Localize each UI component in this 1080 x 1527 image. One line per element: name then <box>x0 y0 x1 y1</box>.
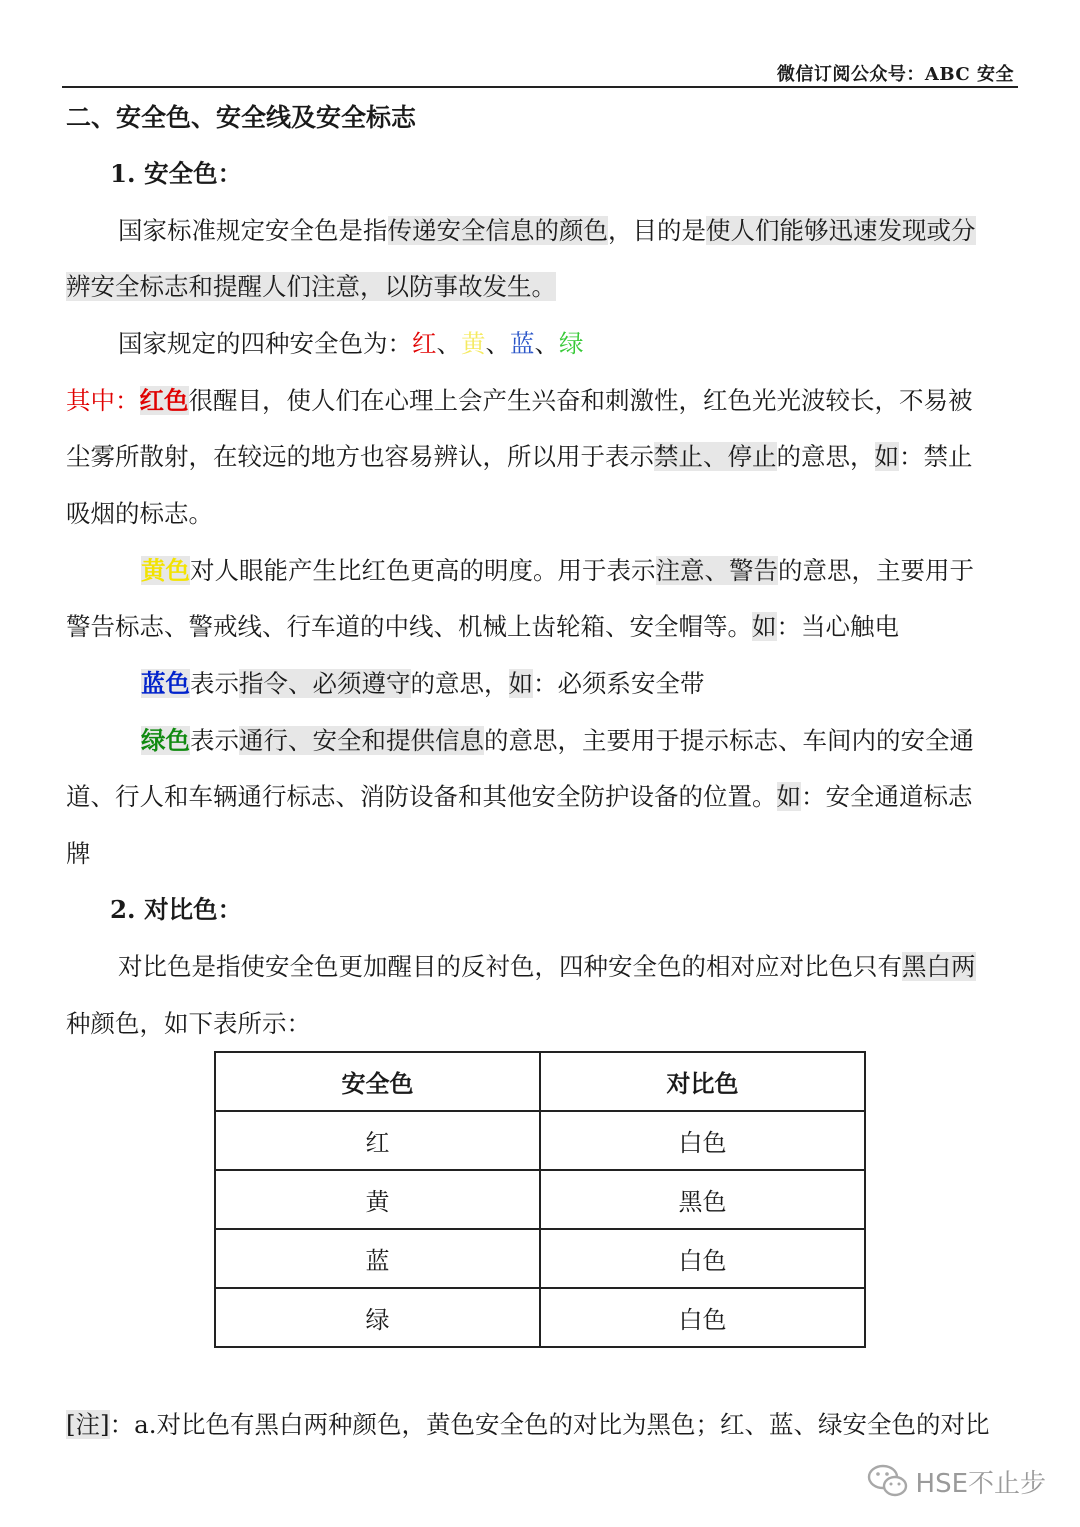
header-rule <box>62 86 1018 88</box>
highlight-text: 如 <box>776 782 801 811</box>
yellow-paragraph-line2 <box>66 610 1016 644</box>
highlight-text: 禁止、停止 <box>654 442 777 471</box>
highlight-text: 传递安全信息的颜色 <box>387 216 608 245</box>
text: 表示 <box>190 669 239 698</box>
column-header-contrast-color: 对比色 <box>540 1052 865 1111</box>
paragraph-definition-line2 <box>66 270 1016 304</box>
lead-text: 其中： <box>66 386 140 415</box>
term-green: 绿色 <box>141 726 190 755</box>
text: 的意思，主要用于提示标志、车间内的安全通 <box>484 726 974 755</box>
watermark-text: HSE不止步 <box>915 1468 1046 1499</box>
table-cell: 黑色 <box>540 1170 865 1229</box>
text: ，目的是 <box>608 216 706 245</box>
subsection-title-safety-color: 1. 安全色： <box>110 159 243 188</box>
green-paragraph-line1 <box>141 724 1080 758</box>
text: 警告标志、警戒线、行车道的中线、机械上齿轮箱、安全帽等。 <box>66 612 752 641</box>
text: 的意思， <box>776 442 875 471</box>
highlight-text: 如 <box>508 669 533 698</box>
text: ：当心触电 <box>776 612 899 641</box>
text: 国家标准规定安全色是指 <box>118 216 388 245</box>
color-word-yellow: 黄 <box>461 329 486 358</box>
green-paragraph-line3: 牌 <box>66 839 91 868</box>
highlight-text: 黑白两 <box>902 952 976 981</box>
text: 国家规定的四种安全色为： <box>118 329 412 358</box>
highlight-text: 如 <box>752 612 777 641</box>
text: 尘雾所散射，在较远的地方也容易辨认，所以用于表示 <box>66 442 654 471</box>
green-paragraph-line2 <box>66 780 1016 814</box>
table-header-row <box>215 1052 865 1111</box>
contrast-paragraph-line2: 种颜色，如下表所示： <box>66 1009 311 1038</box>
red-paragraph-line2 <box>66 440 1016 474</box>
subsection-title-contrast-color: 2. 对比色： <box>110 895 243 924</box>
text: 表示 <box>190 726 239 755</box>
text: 对人眼能产生比红色更高的明度。用于表示 <box>190 556 656 585</box>
term-blue: 蓝色 <box>141 669 190 698</box>
note-label: [注] <box>66 1410 110 1439</box>
text: ：禁止 <box>899 442 973 471</box>
yellow-paragraph-line1 <box>141 554 1080 588</box>
red-paragraph-line3: 吸烟的标志。 <box>66 499 213 528</box>
term-red: 红色 <box>139 386 189 415</box>
table-cell: 绿 <box>215 1288 540 1347</box>
wechat-icon <box>866 1462 910 1500</box>
table-cell: 白色 <box>540 1229 865 1288</box>
color-word-green: 绿 <box>559 329 584 358</box>
table-cell: 白色 <box>540 1288 865 1347</box>
text: 很醒目，使人们在心理上会产生兴奋和刺激性，红色光光波较长，不易被 <box>188 386 973 415</box>
table-row <box>215 1170 865 1229</box>
highlight-text: 通行、安全和提供信息 <box>239 726 484 755</box>
note-line <box>66 1408 1016 1442</box>
paragraph-definition-line1 <box>118 214 1068 248</box>
highlight-text: 注意、警告 <box>655 556 778 585</box>
contrast-paragraph-line1 <box>118 950 1068 984</box>
highlight-text: 辨安全标志和提醒人们注意，以防事故发生。 <box>66 272 556 301</box>
header-text: 微信订阅公众号：ABC 安全 <box>776 64 1014 85</box>
table-cell: 红 <box>215 1111 540 1170</box>
section-title: 二、安全色、安全线及安全标志 <box>66 103 417 132</box>
color-word-blue: 蓝 <box>510 329 535 358</box>
term-yellow: 黄色 <box>141 556 190 585</box>
blue-paragraph-line <box>141 667 1080 701</box>
text: 、 <box>485 329 510 358</box>
four-colors-line <box>118 327 1068 361</box>
text: ：安全通道标志 <box>801 782 973 811</box>
contrast-color-table <box>214 1051 866 1338</box>
highlight-text: 指令、必须遵守 <box>239 669 411 698</box>
text: 的意思，主要用于 <box>778 556 974 585</box>
table-row <box>215 1288 865 1347</box>
highlight-text: 如 <box>874 442 899 471</box>
text: ：a.对比色有黑白两种颜色，黄色安全色的对比为黑色；红、蓝、绿安全色的对比 <box>109 1410 990 1439</box>
column-header-safety-color: 安全色 <box>215 1052 540 1111</box>
color-word-red: 红 <box>412 329 437 358</box>
text: 、 <box>534 329 559 358</box>
text: ：必须系安全带 <box>533 669 705 698</box>
red-paragraph-line1 <box>66 384 1016 418</box>
watermark <box>866 1462 1046 1500</box>
table-row <box>215 1111 865 1170</box>
text: 道、行人和车辆通行标志、消防设备和其他安全防护设备的位置。 <box>66 782 777 811</box>
table-cell: 黄 <box>215 1170 540 1229</box>
text: 、 <box>436 329 461 358</box>
table-cell: 白色 <box>540 1111 865 1170</box>
text: 的意思， <box>410 669 509 698</box>
table-row <box>215 1229 865 1288</box>
highlight-text: 使人们能够迅速发现或分 <box>706 216 976 245</box>
table-cell: 蓝 <box>215 1229 540 1288</box>
text: 对比色是指使安全色更加醒目的反衬色，四种安全色的相对应对比色只有 <box>118 952 902 981</box>
